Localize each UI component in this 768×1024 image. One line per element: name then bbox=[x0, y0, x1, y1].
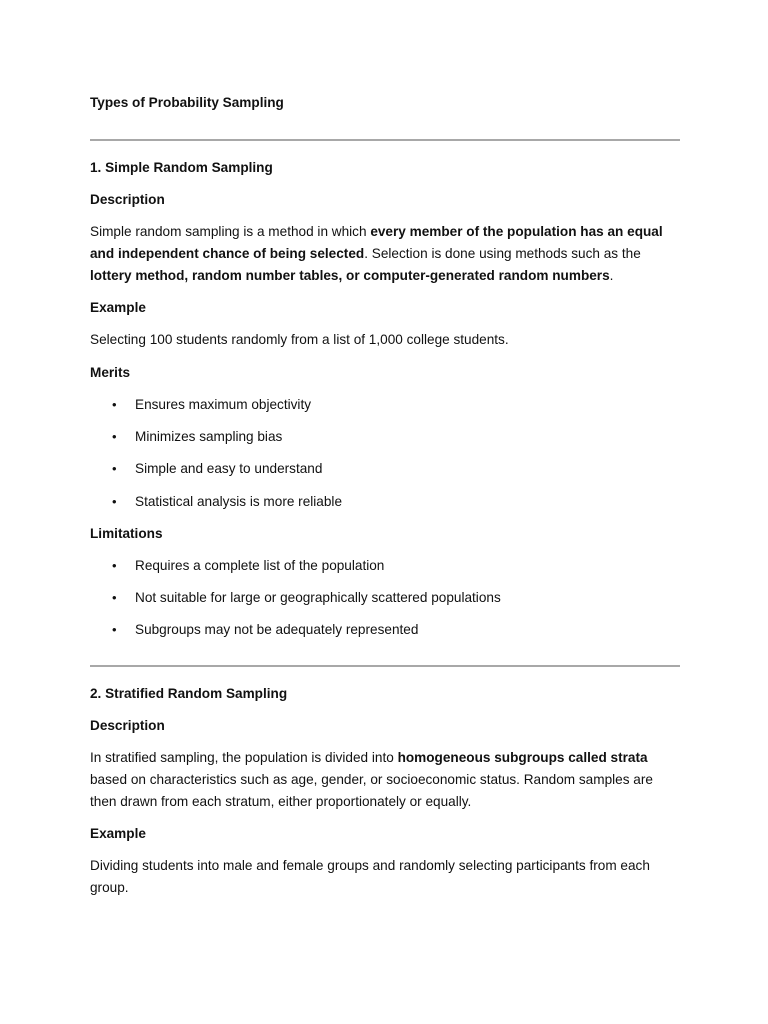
limitation-item: • Subgroups may not be adequately represented bbox=[90, 619, 680, 641]
section-1-example: Selecting 100 students randomly from a list of 1,000 college students. bbox=[90, 332, 509, 347]
section-2-description bbox=[90, 747, 680, 813]
section-1-description-bold-2: lottery method, random number tables, or computer-generated random numbers bbox=[90, 268, 610, 283]
section-1-description-heading: Description bbox=[90, 192, 165, 207]
limitation-item: • Requires a complete list of the population bbox=[90, 555, 680, 577]
section-1-heading: 1. Simple Random Sampling bbox=[90, 160, 273, 175]
limitation-item: • Not suitable for large or geographically scattered populations bbox=[90, 587, 680, 609]
merit-item: • Statistical analysis is more reliable bbox=[90, 491, 680, 513]
document-title: Types of Probability Sampling bbox=[90, 95, 284, 110]
section-2-example: Dividing students into male and female groups and randomly selecting participants from each group. bbox=[90, 858, 650, 895]
document-content bbox=[90, 92, 680, 899]
section-1-limitations-heading: Limitations bbox=[90, 526, 163, 541]
section-1-description-text-2: . Selection is done using methods such as the bbox=[364, 246, 641, 261]
section-2-heading: 2. Stratified Random Sampling bbox=[90, 686, 288, 701]
section-1-example-heading: Example bbox=[90, 300, 146, 315]
section-2-description-text-2: based on characteristics such as age, gender, or socioeconomic status. Random samples are then drawn from each stratum, either proportionately or equally. bbox=[90, 772, 653, 809]
section-divider bbox=[90, 139, 680, 141]
section-1-description bbox=[90, 221, 680, 287]
section-2-example-heading: Example bbox=[90, 826, 146, 841]
section-2-description-bold-1: homogeneous subgroups called strata bbox=[397, 750, 648, 765]
section-1-description-text-1: Simple random sampling is a method in which bbox=[90, 224, 371, 239]
merit-item: • Simple and easy to understand bbox=[90, 458, 680, 480]
merit-item: • Minimizes sampling bias bbox=[90, 426, 680, 448]
section-1-limitations-list bbox=[90, 555, 680, 641]
section-2-description-heading: Description bbox=[90, 718, 165, 733]
section-1-merits-heading: Merits bbox=[90, 365, 131, 380]
section-1-description-text-3: . bbox=[609, 268, 614, 283]
section-1-description-bold-1: every member of the population has an equal and independent chance of being selected bbox=[90, 224, 663, 261]
section-divider bbox=[90, 665, 680, 667]
section-2-description-text-1: In stratified sampling, the population is divided into bbox=[90, 750, 398, 765]
merit-item: • Ensures maximum objectivity bbox=[90, 394, 680, 416]
section-1-merits-list bbox=[90, 394, 680, 513]
